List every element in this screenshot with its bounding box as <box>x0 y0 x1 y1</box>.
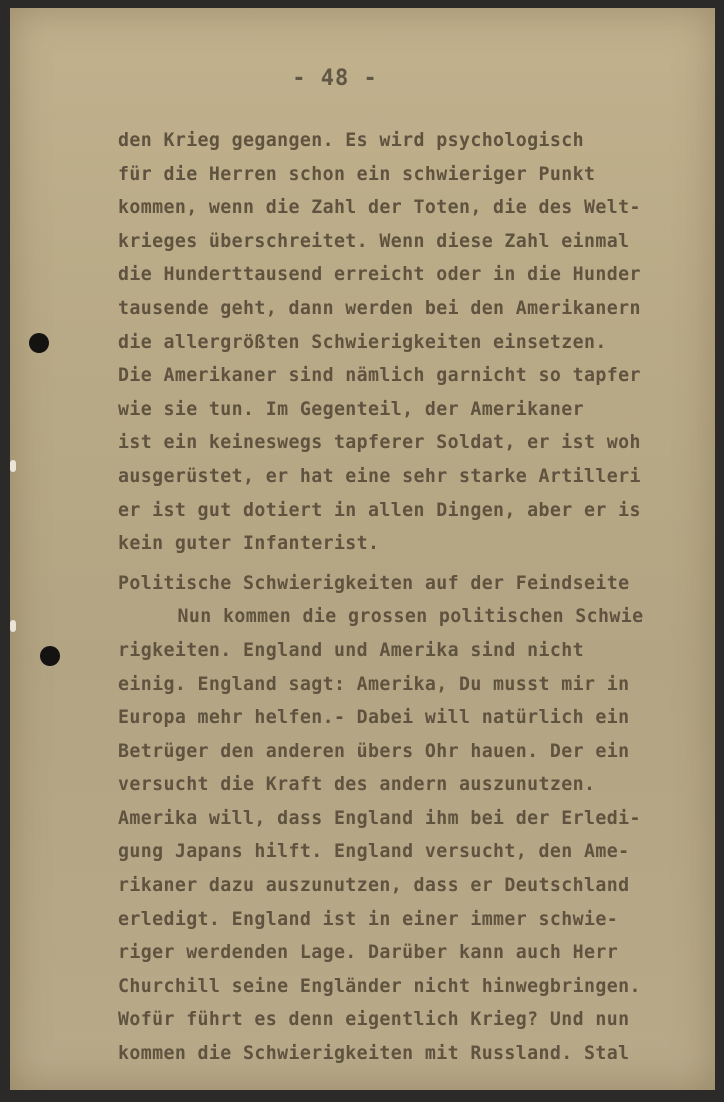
text-line: rikaner dazu auszunutzen, dass er Deutschland <box>118 874 630 897</box>
text-line: Nun kommen die grossen politischen Schwie <box>177 605 644 628</box>
text-line: kommen die Schwierigkeiten mit Russland. Stal <box>118 1042 630 1065</box>
text-line: er ist gut dotiert in allen Dingen, aber er is <box>118 498 641 521</box>
text-line: Die Amerikaner sind nämlich garnicht so tapfer <box>118 364 641 387</box>
text-line: ist ein keineswegs tapferer Soldat, er ist woh <box>118 431 641 454</box>
text-line: tausende geht, dann werden bei den Amerikanern <box>118 296 641 319</box>
text-line: versucht die Kraft des andern auszunutzen. <box>118 773 596 796</box>
text-line: den Krieg gegangen. Es wird psychologisch <box>118 129 584 151</box>
text-line: Wofür führt es denn eigentlich Krieg? Und nun <box>118 1008 630 1031</box>
text-line: krieges überschreitet. Wenn diese Zahl einmal <box>118 229 630 252</box>
text-line: gung Japans hilft. England versucht, den Ame- <box>118 840 630 863</box>
text-line: wie sie tun. Im Gegenteil, der Amerikaner <box>118 397 584 420</box>
text-line: einig. England sagt: Amerika, Du musst mir in <box>118 672 630 695</box>
text-line: kein guter Infanterist. <box>118 532 380 555</box>
text-line: die Hunderttausend erreicht oder in die Hunder <box>118 263 641 286</box>
text-line: ausgerüstet, er hat eine sehr starke Artilleri <box>118 464 641 487</box>
text-line: kommen, wenn die Zahl der Toten, die des Welt- <box>118 196 641 219</box>
punch-hole-lower <box>40 646 60 666</box>
text-line: Amerika will, dass England ihm bei der Erledi- <box>118 806 641 829</box>
section-heading: Politische Schwierigkeiten auf der Feindseite <box>118 571 630 594</box>
document-page <box>10 8 715 1090</box>
text-line: Betrüger den anderen übers Ohr hauen. Der ein <box>118 739 630 762</box>
text-line: riger werdenden Lage. Darüber kann auch Herr <box>118 941 619 964</box>
text-line: erledigt. England ist in einer immer schwie- <box>118 907 619 930</box>
edge-mark <box>10 620 16 632</box>
punch-hole-upper <box>29 333 49 353</box>
edge-mark <box>10 460 16 472</box>
text-line: für die Herren schon ein schwieriger Punkt <box>118 162 596 185</box>
text-body <box>118 124 708 1071</box>
text-line: Europa mehr helfen.- Dabei will natürlich ein <box>118 706 630 729</box>
text-line: die allergrößten Schwierigkeiten einsetzen. <box>118 330 607 353</box>
text-line: Churchill seine Engländer nicht hinwegbringen. <box>118 974 641 997</box>
page-number: - 48 - <box>292 66 378 91</box>
text-line: rigkeiten. England und Amerika sind nicht <box>118 638 584 661</box>
